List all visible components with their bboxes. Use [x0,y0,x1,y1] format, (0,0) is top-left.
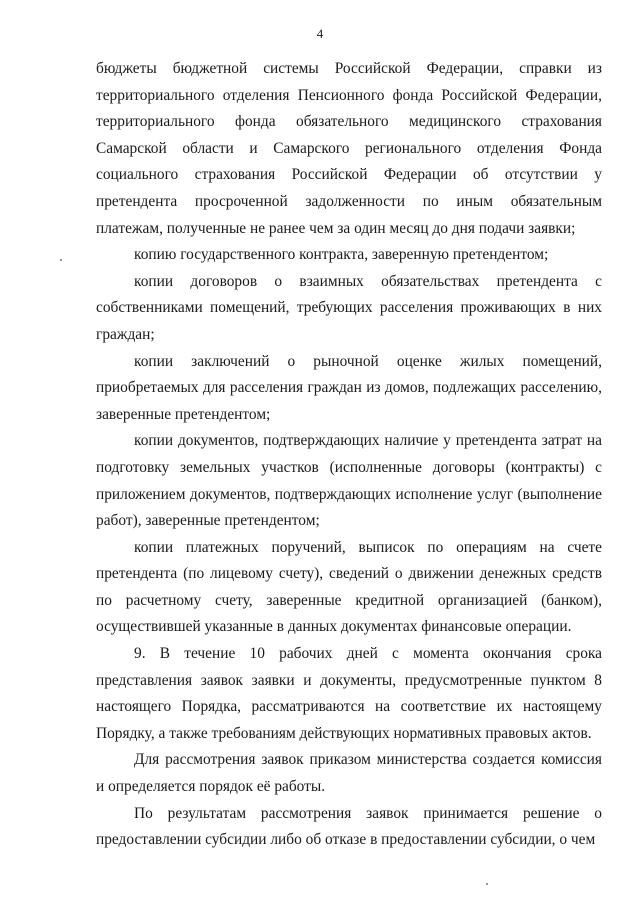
paragraph-decision: По результатам рассмотрения заявок принимается решение о предоставлении субсидии либо об отказе в предоставлении субсидии, о чем [96,804,602,849]
scan-speck [60,259,62,261]
scan-speck [486,883,488,885]
paragraph-continuation: бюджеты бюджетной системы Российской Федерации, справки из территориального отделения Пенсионного фонда Российской Федерации, территориального фонда обязательного медицинского страхования Самарской области и Самарского регионального отделения Фонда социального страхования Российской Федерации об отсутствии у претендента просроченной задолженности по иным обязательным платежам, полученные не ранее чем за один месяц до дня подачи заявки; [96,60,602,237]
page-number: 4 [316,26,324,41]
document-body [96,56,602,854]
paragraph-commission: Для рассмотрения заявок приказом министерства создается комиссия и определяется порядок её работы. [96,751,602,796]
paragraph-land-costs-copy: копии документов, подтверждающих наличие у претендента затрат на подготовку земельных участков (исполненные договоры (контракты) с приложением документов, подтверждающих исполнение услуг (выполнение работ), заверенные претендентом; [96,432,602,530]
paragraph-item-9: 9. В течение 10 рабочих дней с момента окончания срока представления заявок заявки и документы, предусмотренные пунктом 8 настоящего Порядка, рассматриваются на соответствие их настоящему Порядку, а также требованиям действующих нормативных правовых актов. [96,645,602,742]
paragraph-valuation-copy: копии заключений о рыночной оценке жилых помещений, приобретаемых для расселения граждан из домов, подлежащих расселению, заверенные претендентом; [96,352,602,423]
paragraph-agreements-copy: копии договоров о взаимных обязательствах претендента с собственниками помещений, требующих расселения проживающих в них граждан; [96,272,602,343]
paragraph-payment-orders-copy: копии платежных поручений, выписок по операциям на счете претендента (по лицевому счету), сведений о движении денежных средств по расчетному счету, заверенные кредитной организацией (банком), осуществившей указанные в данных документах финансовые операции. [96,538,602,636]
paragraph-contract-copy: копию государственного контракта, заверенную претендентом; [134,246,549,264]
